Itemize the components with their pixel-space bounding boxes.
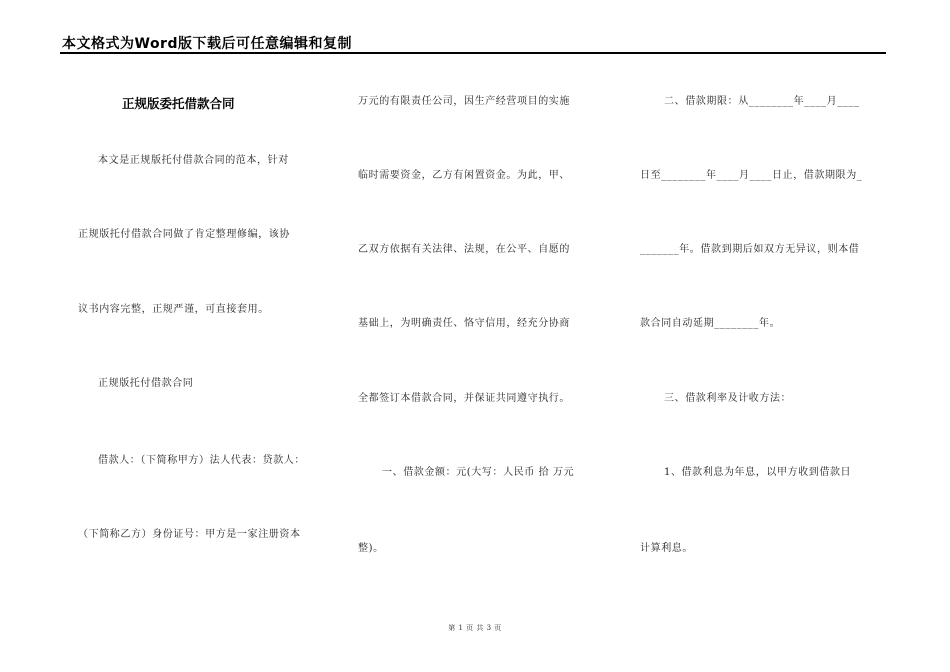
paragraph-line: _______年。借款到期后如双方无异议，则本借 [640, 244, 860, 255]
document-title: 正规版委托借款合同 [122, 96, 235, 111]
paragraph-line: 万元的有限责任公司，因生产经营项目的实施 [358, 96, 570, 107]
paragraph-line: 1、借款利息为年息，以甲方收到借款日 [664, 467, 852, 478]
section-heading-loan-term: 二、借款期限：从________年____月____ [664, 96, 860, 107]
section-heading-interest-rate: 三、借款利率及计收方法： [664, 393, 792, 404]
paragraph-line: 全都签订本借款合同，并保证共同遵守执行。 [358, 393, 570, 404]
paragraph-line: 正规版托付借款合同 [98, 378, 194, 389]
paragraph-line: 议书内容完整，正规严谨，可直接套用。 [78, 304, 269, 315]
paragraph-line: 整)。 [358, 543, 384, 554]
header-divider [60, 52, 886, 54]
section-heading-loan-amount: 一、借款金额：元(大写：人民币 拾 万元 [382, 467, 575, 478]
header-title: 本文格式为Word版下载后可任意编辑和复制 [62, 36, 352, 52]
paragraph-line: 借款人：（下简称甲方）法人代表：贷款人： [98, 455, 305, 466]
paragraph-line: 基础上，为明确责任、恪守信用，经充分协商 [358, 318, 570, 329]
paragraph-line: 正规版托付借款合同做了肯定整理修编，该协 [78, 229, 290, 240]
paragraph-line: 计算利息。 [640, 543, 693, 554]
paragraph-line: 款合同自动延期________年。 [640, 318, 781, 329]
page-indicator: 第 1 页 共 3 页 [448, 624, 502, 632]
paragraph-line: （下简称乙方）身份证号：甲方是一家注册资本 [78, 529, 301, 540]
paragraph-line: 乙双方依据有关法律、法规，在公平、自愿的 [358, 244, 570, 255]
paragraph-line: 临时需要资金，乙方有闲置资金。为此，甲、 [358, 170, 570, 181]
paragraph-line: 本文是正规版托付借款合同的范本，针对 [98, 155, 289, 166]
paragraph-line: 日至________年____月____日止，借款期限为_ [640, 170, 863, 181]
